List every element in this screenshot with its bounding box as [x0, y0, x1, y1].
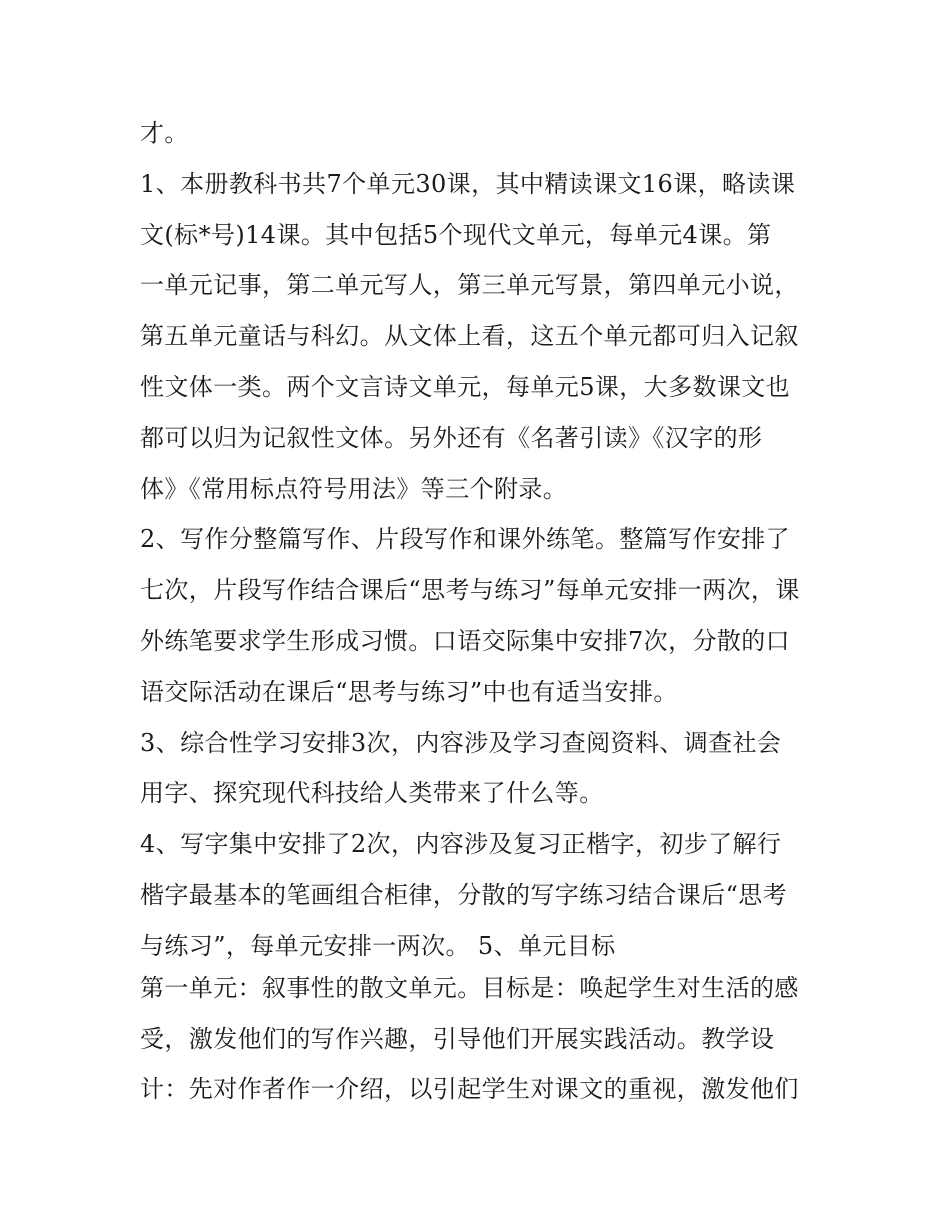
text-line: 性文体一类。两个文言诗文单元，每单元5课，大多数课文也 — [140, 372, 791, 401]
text-line: 2、写作分整篇写作、片段写作和课外练笔。整篇写作安排了 — [140, 525, 791, 554]
text-line: 受，激发他们的写作兴趣，引导他们开展实践活动。教学设 — [140, 1024, 775, 1053]
text-line: 才。 — [140, 119, 189, 147]
text-line: 文(标*号)14课。其中包括5个现代文单元，每单元4课。第 — [140, 220, 772, 249]
text-line: 第一单元：叙事性的散文单元。目标是：唤起学生对生活的感 — [140, 973, 799, 1002]
text-line: 计：先对作者作一介绍，以引起学生对课文的重视，激发他们 — [140, 1075, 799, 1104]
text-line: 4、写字集中安排了2次，内容涉及复习正楷字，初步了解行 — [140, 830, 782, 859]
text-line: 七次，片段写作结合课后“思考与练习”每单元安排一两次，课 — [140, 576, 800, 605]
text-line: 外练笔要求学生形成习惯。口语交际集中安排7次，分散的口 — [140, 626, 791, 655]
text-line: 与练习”，每单元安排一两次。 5、单元目标 — [140, 931, 616, 960]
text-line: 用字、探究现代科技给人类带来了什么等。 — [140, 779, 604, 808]
text-line: 3、综合性学习安排3次，内容涉及学习查阅资料、调查社会 — [140, 728, 782, 757]
text-line: 语交际活动在课后“思考与练习”中也有适当安排。 — [140, 677, 678, 706]
document-body — [140, 108, 820, 1115]
text-line: 体》《常用标点符号用法》等三个附录。 — [140, 474, 568, 503]
text-line: 都可以归为记叙性文体。另外还有《名著引读》《汉字的形 — [140, 423, 763, 452]
text-line: 楷字最基本的笔画组合柜律，分散的写字练习结合课后“思考 — [140, 880, 788, 909]
text-line: 1、本册教科书共7个单元30课，其中精读课文16课，略读课 — [140, 169, 796, 198]
text-line: 一单元记事，第二单元写人，第三单元写景，第四单元小说， — [140, 271, 799, 300]
text-line: 第五单元童话与科幻。从文体上看，这五个单元都可归入记叙 — [140, 322, 799, 351]
